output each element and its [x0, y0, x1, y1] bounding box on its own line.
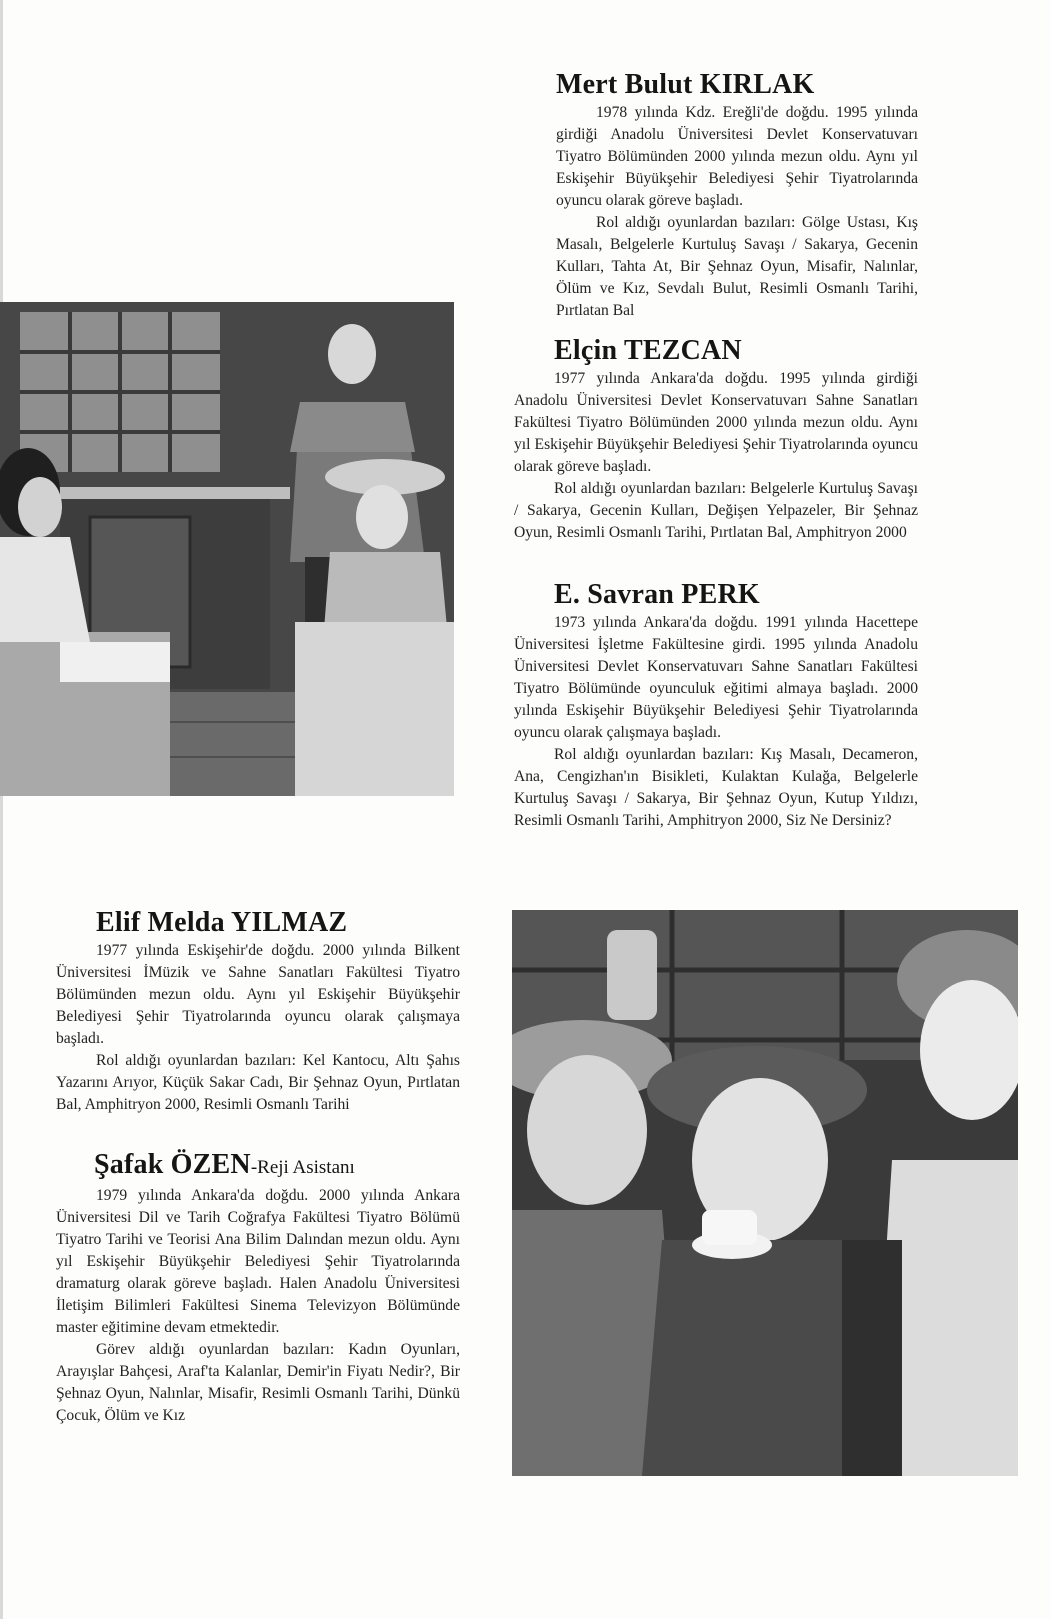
bio-roles: Rol aldığı oyunlardan bazıları: Belgelerle Kurtuluş Savaşı / Sakarya, Gecenin Kulları, Değişen Yelpazeler, Bir Şehnaz Oyun, Resimli Osmanlı Tarihi, Pırtlatan Bal, Amphitryon 2000 [514, 480, 918, 541]
bio-paragraph: 1977 yılında Ankara'da doğdu. 1995 yılında girdiği Anadolu Üniversitesi Devlet Konservatuvarı Sahne Sanatları Fakültesi Tiyatro Bölümünden 2000 yılında mezun oldu. Aynı yıl Eskişehir Büyükşehir Belediyesi Şehir Tiyatrolarında oyuncu olarak göreve başladı. [514, 370, 918, 475]
bio-name: Elçin TEZCAN [554, 335, 742, 366]
bio-e-savran-perk [514, 580, 918, 832]
stage-photo-teacup-scene [512, 910, 1018, 1476]
bio-name: E. Savran PERK [554, 579, 760, 610]
bio-roles: Rol aldığı oyunlardan bazıları: Kış Masalı, Decameron, Ana, Cengizhan'ın Bisikleti, Kulaktan Kulağa, Belgelerle Kurtuluş Savaşı / Sakarya, Bir Şehnaz Oyun, Kutup Yıldızı, Resimli Osmanlı Tarihi, Amphitryon 2000, Siz Ne Dersiniz? [514, 746, 918, 829]
bio-paragraph: 1978 yılında Kdz. Ereğli'de doğdu. 1995 yılında girdiği Anadolu Üniversitesi Devlet Konservatuvarı Tiyatro Bölümünden 2000 yılında mezun oldu. Aynı yıl Eskişehir Büyükşehir Belediyesi Şehir Tiyatrolarında oyuncu olarak göreve başladı. [556, 104, 918, 209]
bio-roles: Rol aldığı oyunlardan bazıları: Kel Kantocu, Altı Şahıs Yazarını Arıyor, Küçük Sakar Cadı, Bir Şehnaz Oyun, Pırtlatan Bal, Amphitryon 2000, Resimli Osmanlı Tarihi [56, 1052, 460, 1113]
stage-photo-parlor-scene [0, 302, 454, 796]
bio-roles: Rol aldığı oyunlardan bazıları: Gölge Ustası, Kış Masalı, Belgelerle Kurtuluş Savaşı / Sakarya, Gecenin Kulları, Tahta At, Bir Şehnaz Oyun, Misafir, Nalınlar, Ölüm ve Kız, Sevdalı Bulut, Resimli Osmanlı Tarihi, Pırtlatan Bal [556, 214, 918, 319]
bio-safak-ozen [56, 1150, 460, 1427]
bio-roles: Görev aldığı oyunlardan bazıları: Kadın Oyunları, Arayışlar Bahçesi, Araf'ta Kalanlar, Demir'in Fiyatı Nedir?, Bir Şehnaz Oyun, Nalınlar, Misafir, Resimli Osmanlı Tarihi, Dünkü Çocuk, Ölüm ve Kız [56, 1341, 460, 1424]
bio-name: Elif Melda YILMAZ [96, 907, 348, 938]
bio-name: Mert Bulut KIRLAK [556, 69, 815, 100]
bio-elif-melda-yilmaz [56, 908, 460, 1116]
bio-elcin-tezcan [514, 336, 918, 544]
scan-edge [0, 0, 3, 1619]
bio-name: Şafak ÖZEN-Reji Asistanı [94, 1149, 355, 1180]
bio-paragraph: 1979 yılında Ankara'da doğdu. 2000 yılında Ankara Üniversitesi Dil ve Tarih Coğrafya Fakültesi Tiyatro Bölümü Tiyatro Tarihi ve Teorisi Ana Bilim Dalından mezun oldu. Aynı yıl Eskişehir Büyükşehir Belediyesi Şehir Tiyatrolarında dramaturg olarak göreve başladı. Halen Anadolu Üniversitesi İletişim Bilimleri Fakültesi Sinema Televizyon Bölümünde master eğitimine devam etmektedir. [56, 1187, 460, 1336]
bio-paragraph: 1973 yılında Ankara'da doğdu. 1991 yılında Hacettepe Üniversitesi İşletme Fakültesine girdi. 1995 yılında Anadolu Üniversitesi Devlet Konservatuvarı Sahne Sanatları Fakültesi Tiyatro Bölümünde oyunculuk eğitimi almaya başladı. 2000 yılında Eskişehir Büyükşehir Belediyesi Şehir Tiyatrolarında oyuncu olarak çalışmaya başladı. [514, 614, 918, 741]
bio-mert-bulut-kirlak [556, 70, 918, 322]
bio-paragraph: 1977 yılında Eskişehir'de doğdu. 2000 yılında Bilkent Üniversitesi İMüzik ve Sahne Sanatları Fakültesi Tiyatro Bölümünden mezun oldu. Aynı yıl Eskişehir Büyükşehir Belediyesi Şehir Tiyatrolarında oyuncu olarak çalışmaya başladı. [56, 942, 460, 1047]
